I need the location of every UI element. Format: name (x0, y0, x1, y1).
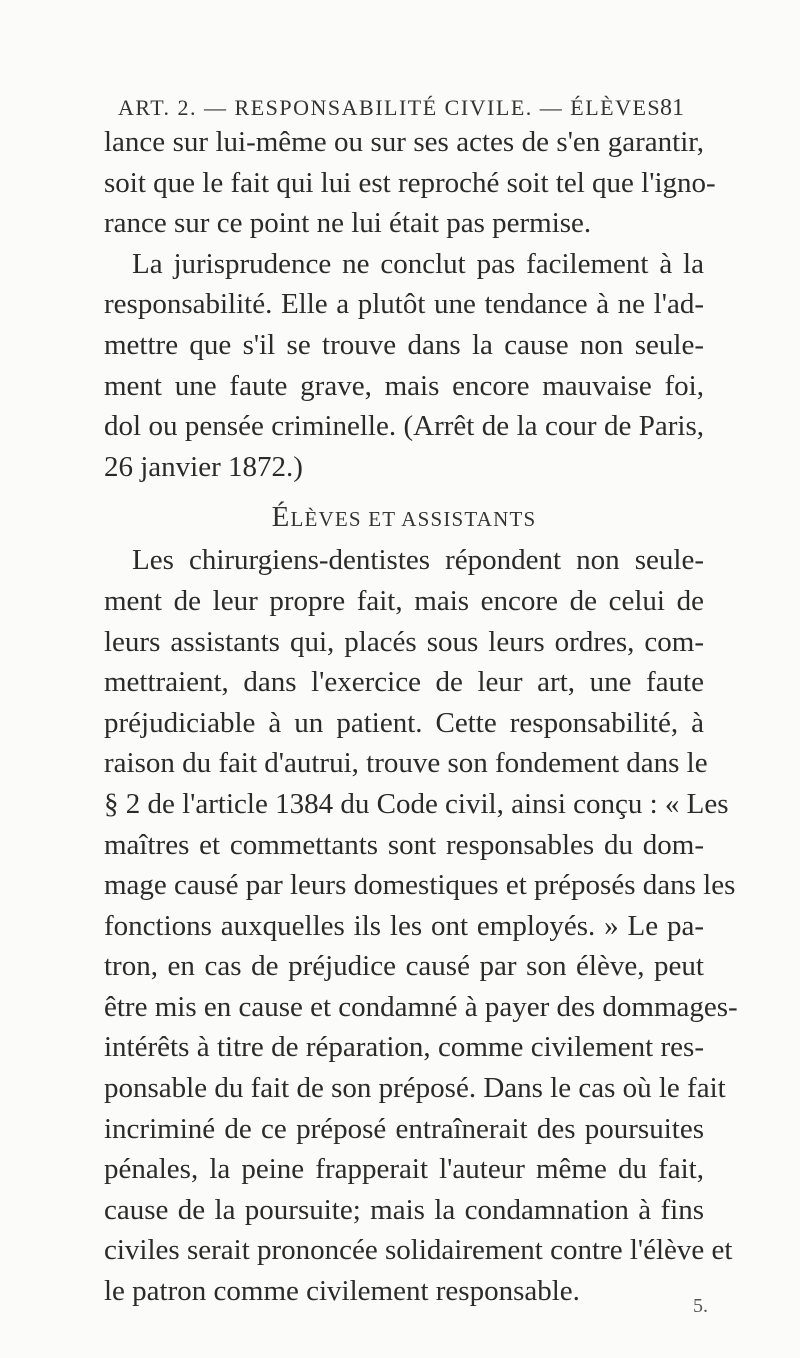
text-line: ponsable du fait de son préposé. Dans le cas où le fait (104, 1072, 726, 1105)
paragraph-jurisprudence (104, 244, 704, 488)
text-line: être mis en cause et condamné à payer des dommages- (104, 990, 738, 1023)
text-line: cause de la poursuite; mais la condamnation à fins (104, 1193, 704, 1226)
body-text (104, 122, 738, 1312)
running-head-title: ART. 2. — RESPONSABILITÉ CIVILE. — ÉLÈVES (118, 95, 662, 120)
text-line: ment de leur propre fait, mais encore de celui de (104, 584, 704, 617)
signature-mark: 5. (693, 1295, 708, 1317)
text-line: leurs assistants qui, placés sous leurs ordres, com- (104, 625, 704, 658)
text-line: le patron comme civilement responsable. (104, 1275, 580, 1308)
text-line: lance sur lui-même ou sur ses actes de s'en garantir, (104, 126, 704, 158)
text-line: civiles serait prononcée solidairement contre l'élève et (104, 1234, 733, 1267)
text-line: responsabilité. Elle a plutôt une tendance à ne l'ad- (104, 288, 704, 321)
section-heading-rest: LÈVES ET ASSISTANTS (290, 507, 537, 532)
text-line: mettre que s'il se trouve dans la cause non seule- (104, 328, 704, 361)
text-line: pénales, la peine frapperait l'auteur même du fait, (104, 1153, 704, 1186)
text-line: soit que le fait qui lui est reproché soit tel que l'igno- (104, 166, 716, 199)
section-heading-initial: É (271, 501, 291, 534)
text-line: La jurisprudence ne conclut pas facilement à la (132, 247, 704, 280)
text-line: incriminé de ce préposé entraînerait des poursuites (104, 1112, 704, 1145)
text-line: 26 janvier 1872.) (104, 450, 303, 483)
page-number: 81 (660, 95, 684, 121)
paragraph-eleves (104, 540, 738, 1311)
text-line: mage causé par leurs domestiques et préposés dans les (104, 869, 736, 902)
text-line: maîtres et commettants sont responsables du dom- (104, 828, 704, 861)
text-line: tron, en cas de préjudice causé par son élève, peut (104, 950, 704, 983)
text-line: ment une faute grave, mais encore mauvaise foi, (104, 369, 704, 402)
text-line: intérêts à titre de réparation, comme civilement res- (104, 1031, 704, 1064)
text-line: raison du fait d'autrui, trouve son fondement dans le (104, 747, 708, 780)
text-line: Les chirurgiens-dentistes répondent non seule- (132, 544, 704, 577)
text-line: § 2 de l'article 1384 du Code civil, ainsi conçu : « Les (104, 787, 729, 820)
section-heading (104, 487, 704, 540)
text-line: mettraient, dans l'exercice de leur art, une faute (104, 666, 704, 699)
paragraph-continuation (104, 122, 716, 244)
text-line: dol ou pensée criminelle. (Arrêt de la cour de Paris, (104, 410, 704, 443)
text-line: fonctions auxquelles ils les ont employés. » Le pa- (104, 909, 704, 942)
text-line: préjudiciable à un patient. Cette responsabilité, à (104, 706, 704, 739)
text-line: rance sur ce point ne lui était pas permise. (104, 207, 592, 240)
